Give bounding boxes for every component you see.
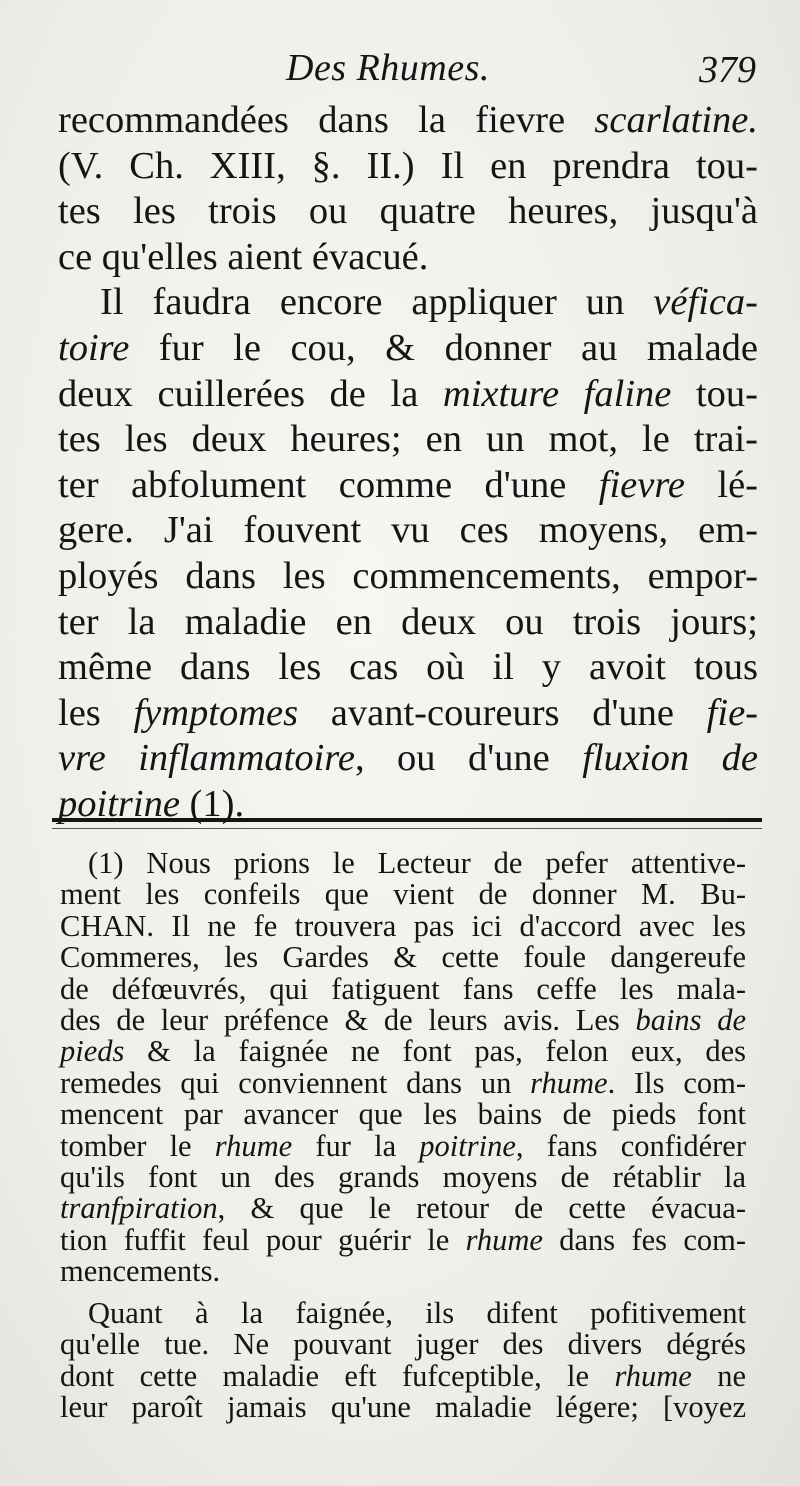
footnote-line: des de leur préfence & de leurs avis. Les bains de: [60, 1003, 746, 1038]
main-text: [58, 98, 758, 828]
text-line: (V. Ch. XIII, §. II.) Il en prendra tou-: [58, 144, 758, 187]
text-line: tes les trois ou quatre heures, jusqu'à: [58, 190, 758, 233]
text-line: ce qu'elles aient évacué.: [58, 235, 429, 278]
footnote-line: tion fuffit feul pour guérir le rhume dans fes com-: [60, 1222, 747, 1257]
footnote-separator-thin: [52, 828, 762, 829]
footnote-line: pieds & la faignée ne font pas, felon eux, des: [60, 1034, 746, 1069]
footnote-line: de défœuvrés, qui fatiguent fans ceffe les mala-: [60, 971, 746, 1006]
running-head: Des Rhumes.: [286, 47, 490, 89]
footnote-line: Commeres, les Gardes & cette foule dangereufe: [60, 940, 746, 975]
footnote-line: Quant à la faignée, ils difent pofitivement: [88, 1295, 746, 1330]
footnote: [60, 848, 746, 1423]
footnote-line: tranfpiration, & que le retour de cette évacua-: [60, 1191, 746, 1226]
text-line: vre inflammatoire, ou d'une fluxion de: [58, 737, 758, 780]
page-number: 379: [699, 49, 756, 91]
footnote-line: (1) Nous prions le Lecteur de pefer attentive-: [88, 846, 746, 880]
footnote-line: qu'elle tue. Ne pouvant juger des divers dégrés: [60, 1327, 746, 1362]
text-line: les fymptomes avant-coureurs d'une fie-: [58, 691, 758, 734]
text-line: poitrine (1).: [58, 782, 245, 825]
footnote-separator: [52, 818, 762, 822]
footnote-line: mencements.: [60, 1254, 221, 1289]
text-line: même dans les cas où il y avoit tous: [58, 646, 758, 689]
text-line: ter abfolument comme d'une fievre lé-: [58, 463, 758, 506]
text-line: toire fur le cou, & donner au malade: [58, 326, 758, 369]
footnote-line: remedes qui conviennent dans un rhume. Ils com-: [60, 1065, 746, 1100]
footnote-line: qu'ils font un des grands moyens de rétablir la: [60, 1160, 746, 1195]
text-line: deux cuillerées de la mixture faline tou-: [58, 372, 758, 415]
footnote-line: CHAN. Il ne fe trouvera pas ici d'accord avec les: [60, 908, 746, 943]
footnote-line: leur paroît jamais qu'une maladie légere; [voyez: [60, 1389, 746, 1424]
text-line: gere. J'ai fouvent vu ces moyens, em-: [58, 509, 758, 552]
text-line: tes les deux heures; en un mot, le trai-: [58, 418, 758, 461]
text-line: ployés dans les commencements, empor-: [58, 554, 758, 597]
footnote-line: dont cette maladie eft fufceptible, le rhume ne: [60, 1358, 747, 1393]
footnote-line: tomber le rhume fur la poitrine, fans confidérer: [60, 1128, 747, 1163]
text-line: ter la maladie en deux ou trois jours;: [58, 600, 758, 643]
text-line: Il faudra encore appliquer un véfica-: [100, 281, 758, 324]
footnote-line: mencent par avancer que les bains de pieds font: [60, 1097, 746, 1132]
footnote-line: ment les confeils que vient de donner M. Bu-: [60, 877, 746, 912]
text-line: recommandées dans la fievre scarlatine.: [58, 99, 758, 141]
page-header: [60, 42, 756, 102]
